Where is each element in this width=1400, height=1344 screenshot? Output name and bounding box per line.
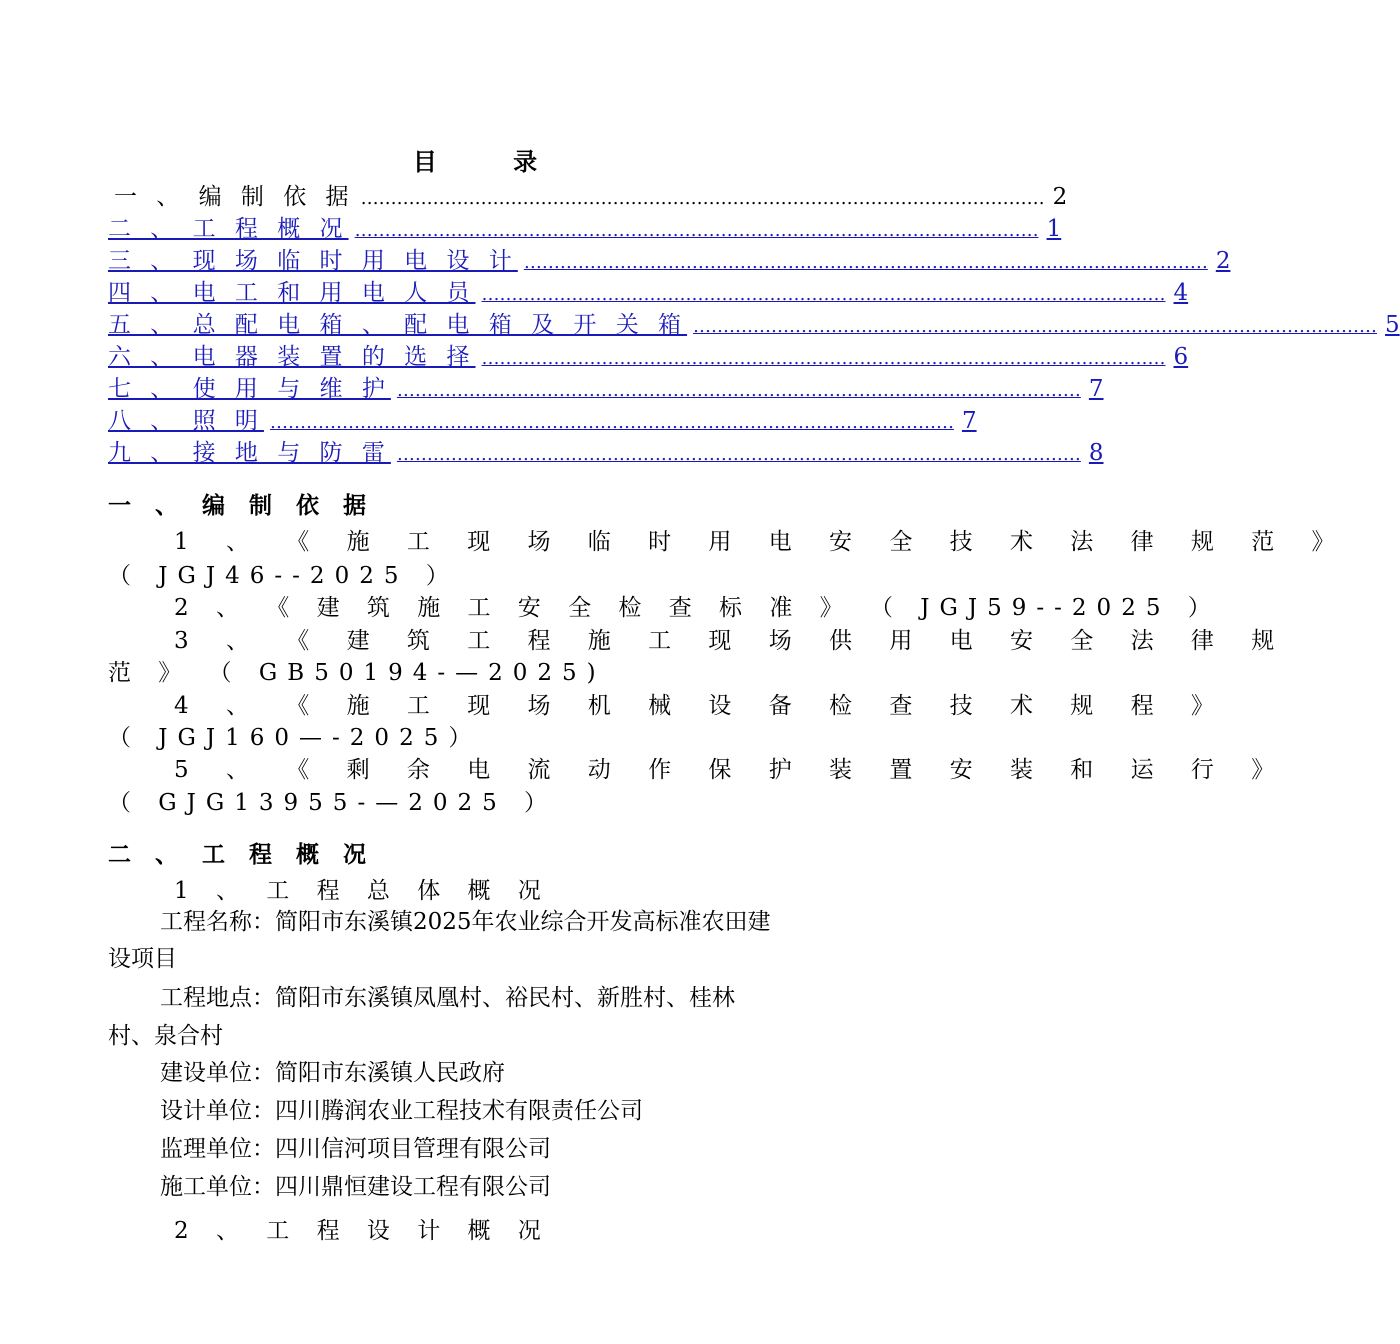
toc-leader-dots: ……………………………………………………………………………………………………: [269, 412, 954, 433]
design-unit: 设计单位：四川腾润农业工程技术有限责任公司: [160, 1098, 643, 1124]
reference-item: 5 、 《 剩 余 电 流 动 作 保 护 装 置 安 装 和 运 行 》: [174, 757, 1290, 783]
toc-leader-dots: ……………………………………………………………………………………………………: [481, 284, 1166, 305]
toc-link[interactable]: [108, 306, 1400, 338]
toc-entry-page: 6: [1173, 344, 1189, 370]
toc-leader-dots: ……………………………………………………………………………………………………: [360, 188, 1045, 209]
reference-item-cont: （ JGJ160—-2025）: [108, 725, 482, 751]
toc-title: 目 录: [412, 147, 572, 176]
project-name-cont: 设项目: [108, 946, 177, 972]
supervision-unit: 监理单位：四川信河项目管理有限公司: [160, 1136, 551, 1162]
toc-entry-page: 5: [1385, 312, 1400, 338]
toc-entry-page: 2: [1215, 248, 1231, 274]
reference-item: 1 、 《 施 工 现 场 临 时 用 电 安 全 技 术 法 律 规 范 》: [174, 529, 1350, 555]
toc-link[interactable]: [108, 402, 977, 434]
toc-entry-page: 4: [1173, 280, 1189, 306]
section-heading: 一 、 编 制 依 据: [108, 492, 375, 519]
reference-item: 4 、 《 施 工 现 场 机 械 设 备 检 查 技 术 规 程 》: [174, 693, 1229, 719]
toc-entry-label: 二 、 工 程 概 况: [108, 216, 349, 242]
toc-link[interactable]: [108, 210, 1062, 242]
toc-entry-label: 四 、 电 工 和 用 电 人 员: [108, 280, 476, 306]
toc-link[interactable]: [108, 434, 1104, 466]
project-name-text: 工程名称：简阳市东溪镇2025年农业综合开发高标准农田建: [160, 909, 771, 935]
toc-entry-label: 五 、 总 配 电 箱 、 配 电 箱 及 开 关 箱: [108, 312, 688, 338]
toc-link[interactable]: [108, 242, 1231, 274]
toc-link[interactable]: [108, 274, 1189, 306]
construction-unit: 施工单位：四川鼎恒建设工程有限公司: [160, 1174, 551, 1200]
project-location-cont: 村、泉合村: [108, 1023, 223, 1049]
reference-item: 3 、 《 建 筑 工 程 施 工 现 场 供 用 电 安 全 法 律 规: [174, 628, 1290, 654]
subsection-heading: 2 、 工 程 设 计 概 况: [174, 1218, 551, 1244]
toc-link[interactable]: [108, 370, 1104, 402]
toc-entry-label: 一 、 编 制 依 据: [114, 184, 355, 210]
toc-leader-dots: ……………………………………………………………………………………………………: [693, 316, 1378, 337]
reference-item-cont: （ JGJ46--2025 ）: [108, 563, 459, 589]
subsection-heading: 1 、 工 程 总 体 概 况: [174, 878, 551, 904]
toc-entry-label: 八 、 照 明: [108, 408, 264, 434]
project-name: [160, 903, 844, 936]
builder-unit: 建设单位：简阳市东溪镇人民政府: [160, 1060, 505, 1086]
toc-entry-page: 7: [1088, 376, 1104, 402]
toc-leader-dots: ……………………………………………………………………………………………………: [481, 348, 1166, 369]
toc-leader-dots: ……………………………………………………………………………………………………: [396, 444, 1081, 465]
project-location: 工程地点：简阳市东溪镇凤凰村、裕民村、新胜村、桂林: [160, 985, 735, 1011]
reference-item-cont: （ GJG13955-—2025 ）: [108, 790, 558, 816]
toc-leader-dots: ……………………………………………………………………………………………………: [523, 252, 1208, 273]
toc-entry-label: 三 、 现 场 临 时 用 电 设 计: [108, 248, 518, 274]
toc-entry-page: 7: [961, 408, 977, 434]
toc-entry-page: 1: [1046, 216, 1062, 242]
toc-entry-label: 六 、 电 器 装 置 的 选 择: [108, 344, 476, 370]
toc-entry-page: 8: [1088, 440, 1104, 466]
toc-entry[interactable]: [114, 178, 1068, 210]
toc-entry-label: 九 、 接 地 与 防 雷: [108, 440, 391, 466]
toc-entry-page: 2: [1052, 184, 1068, 210]
toc-leader-dots: ……………………………………………………………………………………………………: [354, 220, 1039, 241]
reference-item-cont: 范 》 （ GB50194-—2025): [108, 660, 606, 686]
reference-item: 2 、 《 建 筑 施 工 安 全 检 查 标 准 》 （ JGJ59--2025 ）: [174, 595, 1221, 621]
toc-leader-dots: ……………………………………………………………………………………………………: [396, 380, 1081, 401]
toc-link[interactable]: [108, 338, 1189, 370]
section-heading: 二 、 工 程 概 况: [108, 841, 375, 868]
toc-entry-label: 七 、 使 用 与 维 护: [108, 376, 391, 402]
